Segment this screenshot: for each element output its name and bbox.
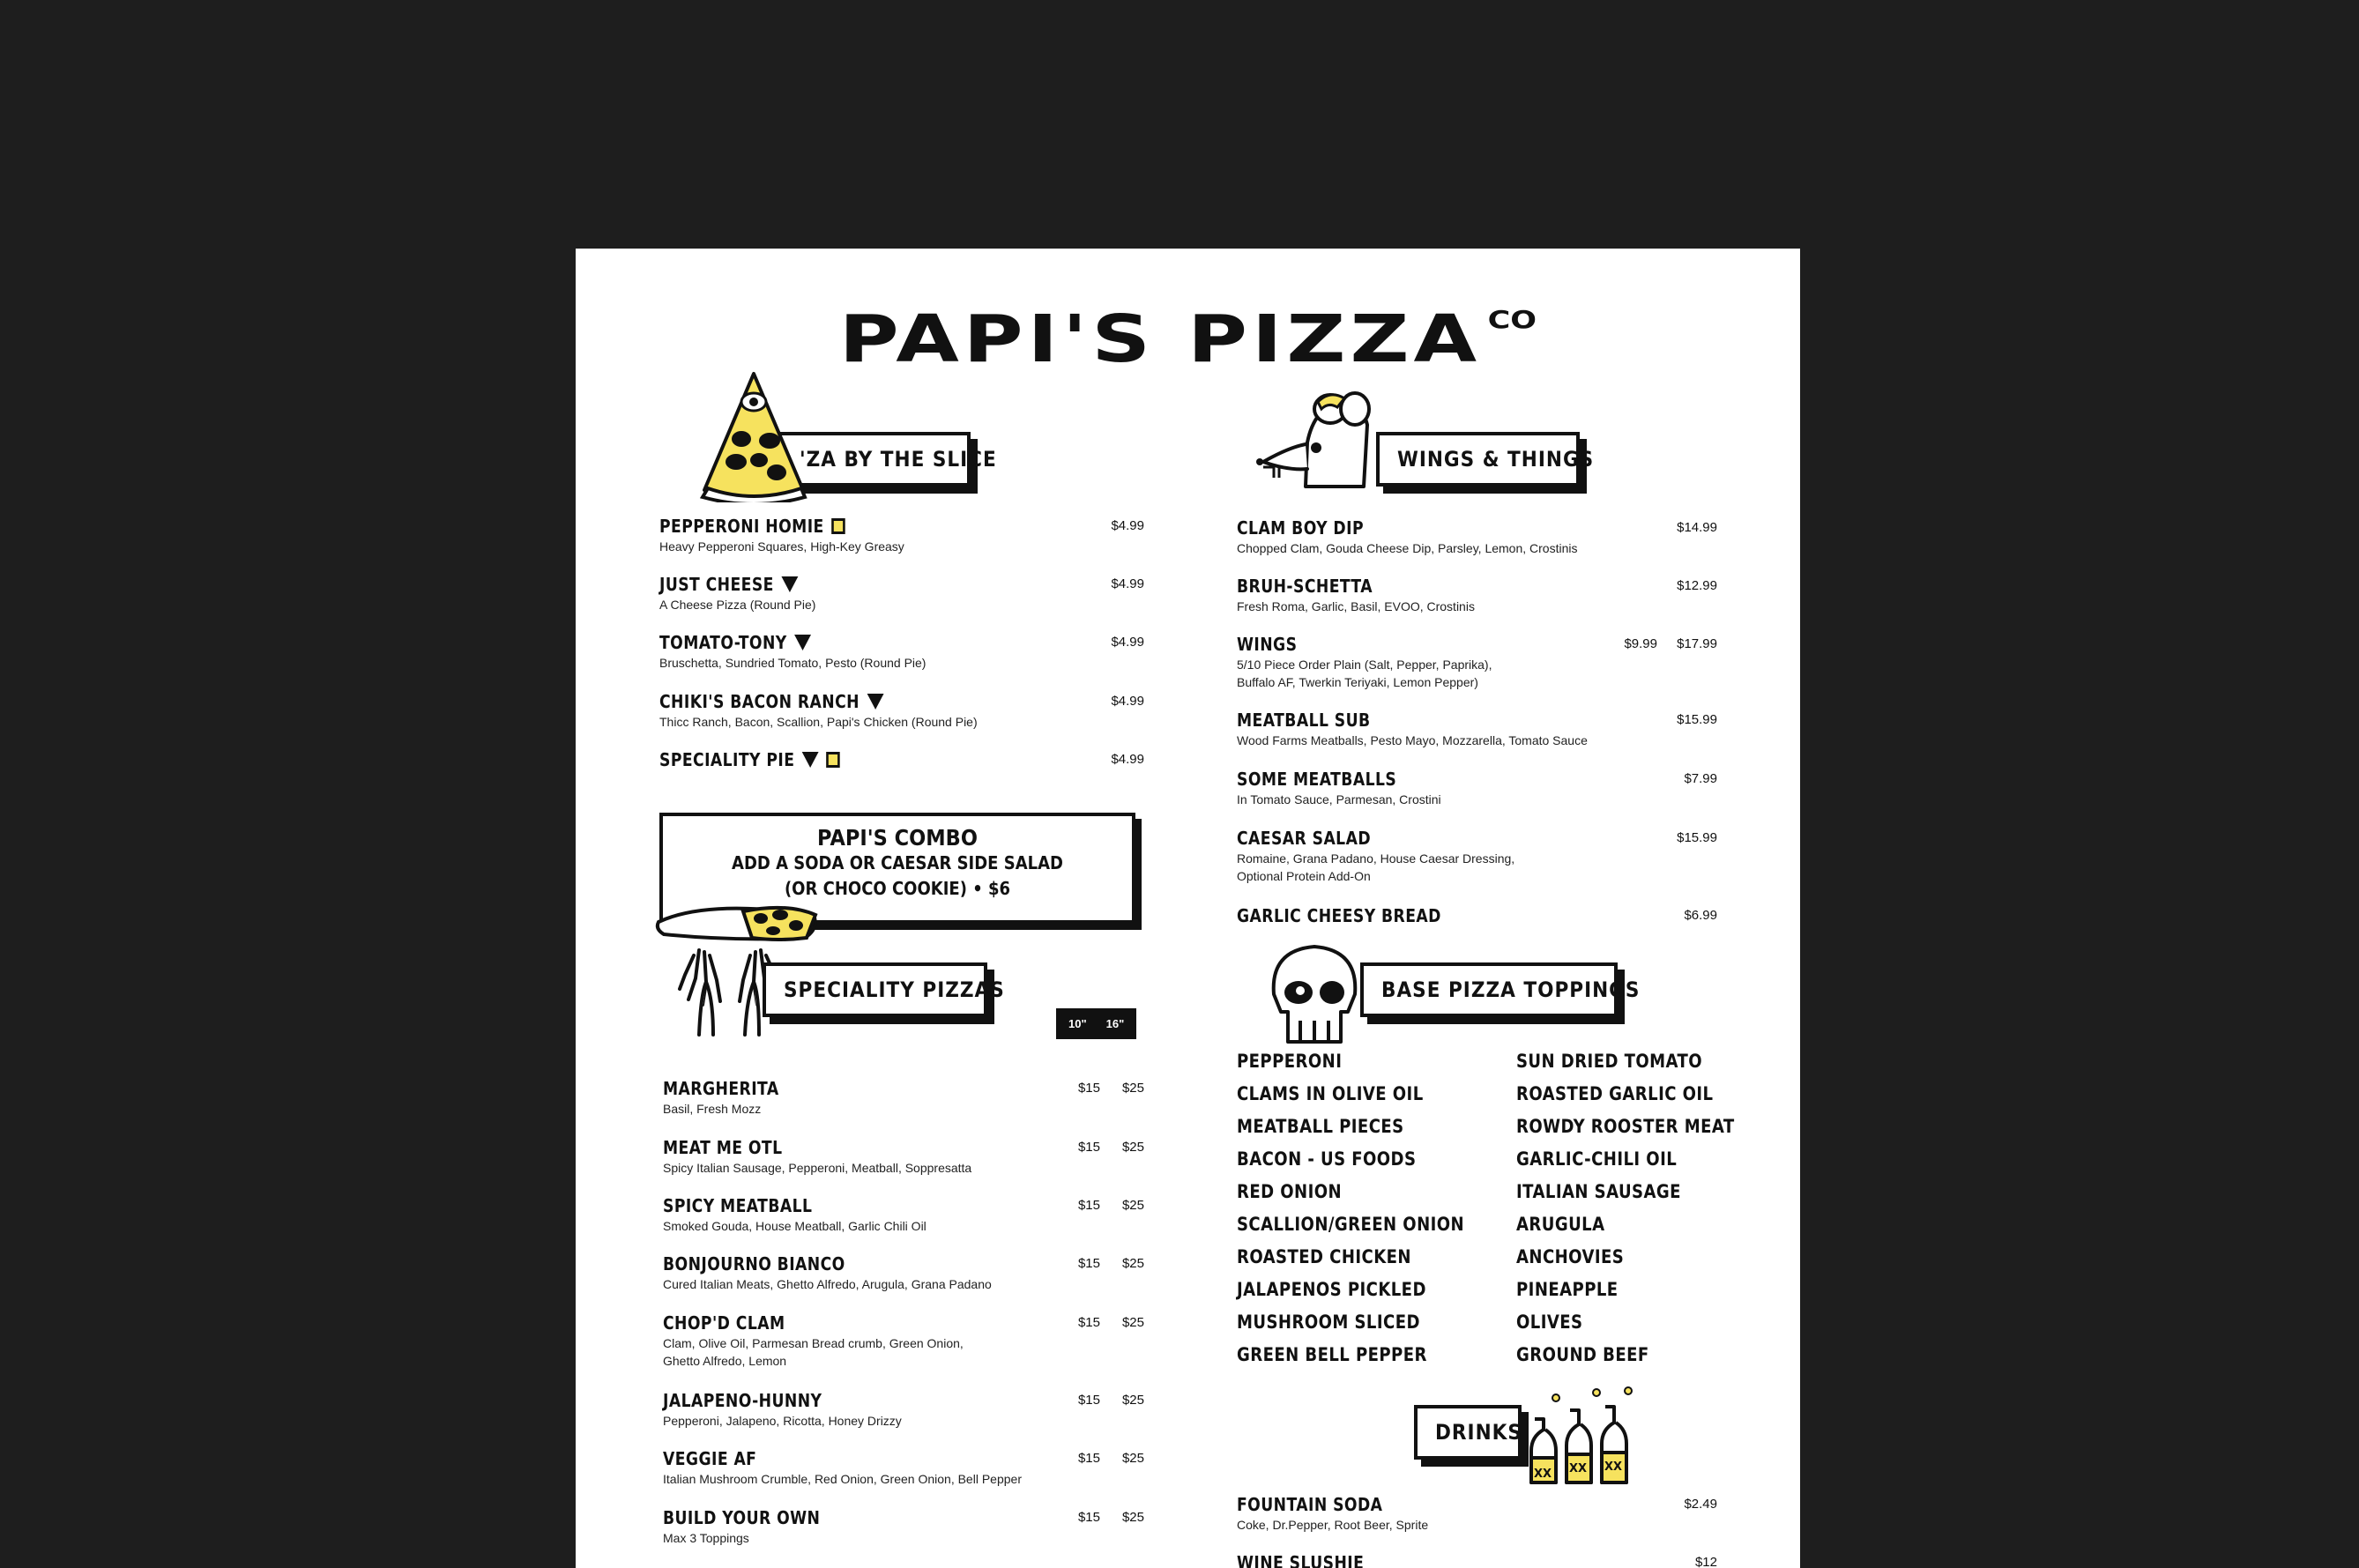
item-price: $2.49 (1684, 1497, 1717, 1512)
svg-text:XX: XX (1604, 1460, 1623, 1474)
menu-item (659, 515, 1144, 555)
menu-item (659, 573, 1144, 613)
item-desc-line-2: Buffalo AF, Twerkin Teriyaki, Lemon Pepper) (1237, 675, 1478, 689)
topping-item: ITALIAN SAUSAGE (1516, 1181, 1681, 1202)
menu-item (659, 690, 1144, 731)
menu-item (1237, 1493, 1717, 1534)
item-desc: Cured Italian Meats, Ghetto Alfredo, Arugula, Grana Padano (663, 1277, 992, 1291)
topping-item: OLIVES (1516, 1312, 1583, 1333)
menu-item (1237, 633, 1717, 691)
item-price-small: $15 (1077, 1315, 1100, 1330)
menu-item (663, 1506, 1144, 1547)
item-price: $4.99 (1111, 635, 1144, 650)
item-desc: Coke, Dr.Pepper, Root Beer, Sprite (1237, 1518, 1429, 1532)
item-desc: Romaine, Grana Padano, House Caesar Dressing, (1237, 851, 1515, 866)
item-price: $12 (1694, 1555, 1717, 1568)
topping-item: GROUND BEEF (1516, 1344, 1649, 1365)
toppings-heading-label: BASE PIZZA TOPPINGS (1381, 977, 1641, 1002)
svg-text:XX: XX (1534, 1468, 1552, 1481)
item-name: JUST CHEESE (659, 574, 774, 595)
size-large-label: 16" (1105, 1017, 1125, 1030)
topping-item: CLAMS IN OLIVE OIL (1237, 1083, 1424, 1104)
item-price-large: $25 (1121, 1451, 1144, 1466)
item-name: MEAT ME OTL (663, 1137, 783, 1158)
topping-item: PEPPERONI (1237, 1051, 1343, 1072)
item-price-small: $15 (1077, 1451, 1100, 1466)
menu-item (1237, 575, 1717, 615)
topping-item: ROASTED GARLIC OIL (1516, 1083, 1714, 1104)
item-name: MEATBALL SUB (1237, 710, 1371, 731)
item-name: CAESAR SALAD (1237, 828, 1372, 849)
size-small-label: 10" (1068, 1017, 1087, 1030)
topping-item: SCALLION/GREEN ONION (1237, 1214, 1465, 1235)
item-price-small: $15 (1077, 1256, 1100, 1271)
item-desc: Basil, Fresh Mozz (663, 1102, 762, 1116)
menu-item (663, 1252, 1144, 1293)
topping-item: GREEN BELL PEPPER (1237, 1344, 1427, 1365)
item-desc: A Cheese Pizza (Round Pie) (659, 598, 816, 612)
item-desc: Wood Farms Meatballs, Pesto Mayo, Mozzarella, Tomato Sauce (1237, 733, 1588, 747)
topping-item: GARLIC-CHILI OIL (1516, 1148, 1678, 1170)
combo-line-1: ADD A SODA OR CAESAR SIDE SALAD (732, 852, 1063, 873)
item-desc: Thicc Ranch, Bacon, Scallion, Papi's Chicken (Round Pie) (659, 715, 978, 729)
item-price-small: $15 (1077, 1198, 1100, 1213)
menu-item (659, 748, 1144, 771)
round-pie-icon (794, 635, 811, 650)
topping-item: BACON - US FOODS (1237, 1148, 1417, 1170)
item-price: $17.99 (1677, 636, 1717, 651)
item-name: MARGHERITA (663, 1078, 779, 1099)
topping-item: MEATBALL PIECES (1237, 1116, 1404, 1137)
topping-item: SUN DRIED TOMATO (1516, 1051, 1703, 1072)
item-desc: Italian Mushroom Crumble, Red Onion, Green Onion, Bell Pepper (663, 1472, 1022, 1486)
skull-illustration (1265, 941, 1364, 1047)
slice-heading-label: 'ZA BY THE SLICE (800, 447, 997, 472)
topping-item: ROWDY ROOSTER MEAT (1516, 1116, 1735, 1137)
item-price-large: $25 (1121, 1393, 1144, 1408)
item-desc: Clam, Olive Oil, Parmesan Bread crumb, Green Onion, (663, 1336, 964, 1350)
item-price-small: $9.99 (1624, 636, 1657, 651)
menu-page (576, 249, 1800, 1568)
item-price-large: $25 (1121, 1140, 1144, 1155)
item-name: JALAPENO-HUNNY (663, 1390, 822, 1411)
topping-item: JALAPENOS PICKLED (1237, 1279, 1426, 1300)
menu-item (663, 1447, 1144, 1488)
menu-item (1237, 516, 1717, 557)
menu-item (663, 1077, 1144, 1118)
specialty-heading-label: SPECIALITY PIZZAS (784, 977, 1005, 1002)
item-name: SPICY MEATBALL (663, 1195, 813, 1216)
menu-item (1237, 1551, 1717, 1568)
item-desc: 5/10 Piece Order Plain (Salt, Pepper, Paprika), (1237, 658, 1492, 672)
topping-item: PINEAPPLE (1516, 1279, 1619, 1300)
item-price: $4.99 (1111, 694, 1144, 709)
menu-item (1237, 768, 1717, 808)
item-name: WINE SLUSHIE (1237, 1552, 1365, 1568)
item-name: TOMATO-TONY (659, 632, 787, 653)
combo-line-2: (OR CHOCO COOKIE) • $6 (784, 878, 1011, 899)
brand-suffix: CO (1487, 305, 1537, 334)
item-price: $15.99 (1677, 830, 1717, 845)
item-price-large: $25 (1121, 1510, 1144, 1525)
item-desc: Smoked Gouda, House Meatball, Garlic Chili Oil (663, 1219, 926, 1233)
item-price: $14.99 (1677, 520, 1717, 535)
item-desc: Bruschetta, Sundried Tomato, Pesto (Round Pie) (659, 656, 926, 670)
item-price: $15.99 (1677, 712, 1717, 727)
item-name: SOME MEATBALLS (1237, 769, 1397, 790)
wings-heading-label: WINGS & THINGS (1397, 447, 1595, 472)
square-pie-icon (827, 752, 840, 768)
square-pie-icon (831, 518, 845, 534)
menu-item (1237, 904, 1717, 927)
brand-logo (576, 301, 1800, 377)
specialty-section-heading (763, 962, 1005, 1017)
item-desc: Pepperoni, Jalapeno, Ricotta, Honey Drizzy (663, 1414, 902, 1428)
rat-illustration (1253, 390, 1376, 495)
item-price: $6.99 (1684, 908, 1717, 923)
item-price-large: $25 (1121, 1256, 1144, 1271)
item-name: FOUNTAIN SODA (1237, 1494, 1383, 1515)
item-desc-line-2: Ghetto Alfredo, Lemon (663, 1354, 787, 1368)
item-price-large: $25 (1121, 1315, 1144, 1330)
menu-item (663, 1312, 1144, 1370)
item-price-small: $15 (1077, 1140, 1100, 1155)
pizza-slice-illustration (699, 368, 814, 502)
menu-item (1237, 709, 1717, 749)
menu-item (659, 631, 1144, 672)
item-price-small: $15 (1077, 1081, 1100, 1096)
topping-item: ROASTED CHICKEN (1237, 1246, 1411, 1267)
item-price: $7.99 (1684, 771, 1717, 786)
item-desc: In Tomato Sauce, Parmesan, Crostini (1237, 792, 1441, 806)
size-legend (1056, 1008, 1136, 1039)
item-desc-line-2: Optional Protein Add-On (1237, 869, 1371, 883)
combo-title: PAPI'S COMBO (817, 825, 978, 851)
item-price: $12.99 (1677, 578, 1717, 593)
item-price-small: $15 (1077, 1510, 1100, 1525)
svg-text:XX: XX (1569, 1462, 1588, 1475)
round-pie-icon (867, 694, 884, 710)
drinks-section-heading (1414, 1405, 1522, 1460)
topping-item: RED ONION (1237, 1181, 1343, 1202)
item-name: BRUH-SCHETTA (1237, 576, 1373, 597)
drinks-heading-label: DRINKS (1435, 1420, 1522, 1445)
menu-item (663, 1389, 1144, 1430)
item-name: PEPPERONI HOMIE (659, 516, 824, 537)
item-name: SPECIALITY PIE (659, 749, 795, 770)
brand-name: PAPI'S PIZZA (838, 301, 1482, 377)
round-pie-icon (781, 576, 798, 592)
topping-item: MUSHROOM SLICED (1237, 1312, 1420, 1333)
item-name: BUILD YOUR OWN (663, 1507, 821, 1528)
item-price-large: $25 (1121, 1081, 1144, 1096)
wings-section-heading (1376, 432, 1595, 487)
topping-item: ARUGULA (1516, 1214, 1605, 1235)
item-name: CLAM BOY DIP (1237, 517, 1365, 539)
item-desc: Chopped Clam, Gouda Cheese Dip, Parsley, Lemon, Crostinis (1237, 541, 1578, 555)
item-name: CHIKI'S BACON RANCH (659, 691, 860, 712)
round-pie-icon (802, 752, 819, 768)
menu-item (1237, 827, 1717, 885)
item-desc: Fresh Roma, Garlic, Basil, EVOO, Crostinis (1237, 599, 1475, 613)
item-name: CHOP'D CLAM (663, 1312, 785, 1334)
item-price-small: $15 (1077, 1393, 1100, 1408)
item-desc: Spicy Italian Sausage, Pepperoni, Meatball, Soppresatta (663, 1161, 972, 1175)
item-desc: Heavy Pepperoni Squares, High-Key Greasy (659, 539, 904, 554)
item-name: VEGGIE AF (663, 1448, 757, 1469)
item-desc: Max 3 Toppings (663, 1531, 749, 1545)
topping-item: ANCHOVIES (1516, 1246, 1625, 1267)
bottles-illustration (1526, 1384, 1641, 1490)
item-name: BONJOURNO BIANCO (663, 1253, 845, 1274)
item-name: GARLIC CHEESY BREAD (1237, 905, 1441, 926)
menu-item (663, 1194, 1144, 1235)
item-name: WINGS (1237, 634, 1298, 655)
item-price-large: $25 (1121, 1198, 1144, 1213)
toppings-section-heading (1360, 962, 1641, 1017)
item-price: $4.99 (1111, 518, 1144, 533)
item-price: $4.99 (1111, 752, 1144, 767)
item-price: $4.99 (1111, 576, 1144, 591)
menu-item (663, 1136, 1144, 1177)
